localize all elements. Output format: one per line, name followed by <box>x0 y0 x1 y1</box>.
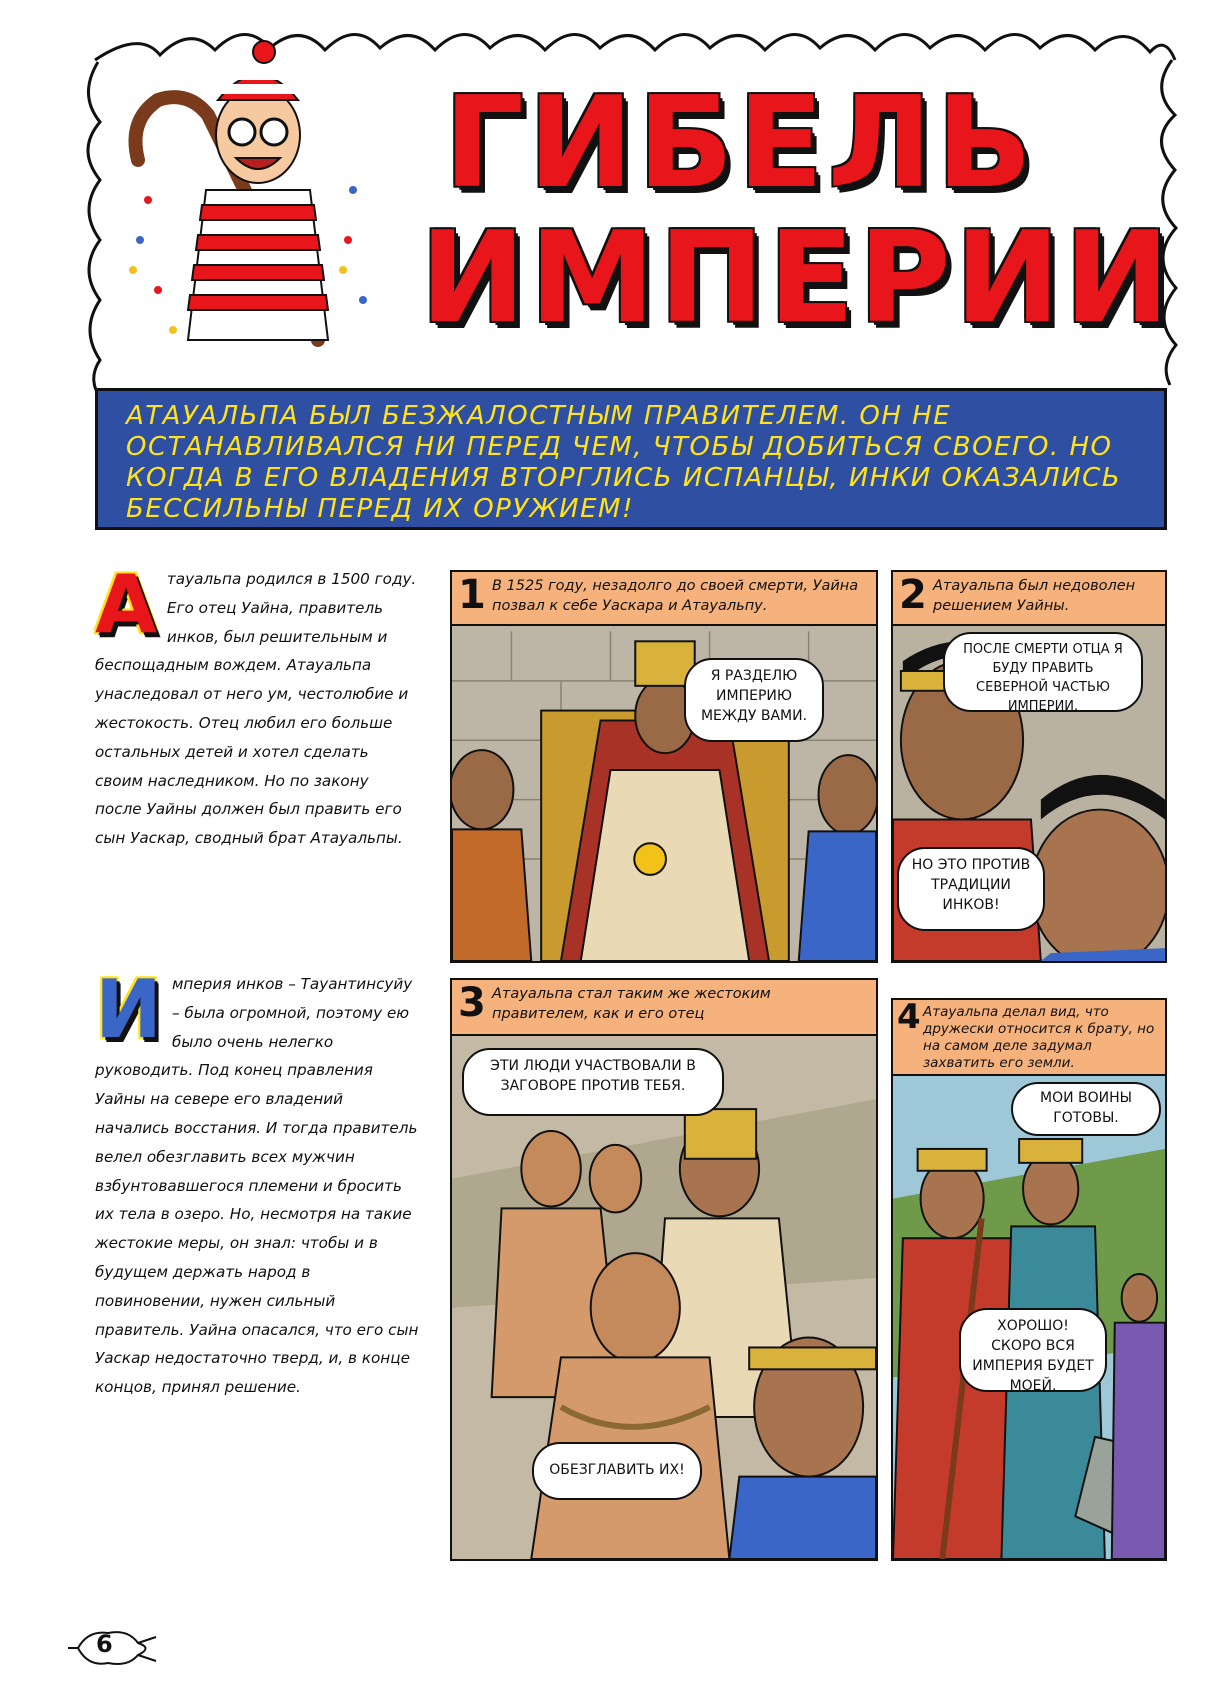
body-paragraph-2-text: мперия инков – Тауантинсуйу – была огромной, поэтому ею было очень нелегко руководить. Под конец правления Уайны на севере его владений начались восстания. И тогда правитель велел обезглавить всех мужчин взбунтовавшегося племени и бросить их тела в озеро. Но, несмотря на такие жестокие меры, он знал: чтобы и в будущем держать народ в повиновении, нужен сильный правитель. Уайна опасался, что его сын Уаскар недостаточно тверд, и, в конце концов, принял решение. <box>95 975 419 1397</box>
drop-cap-a: А <box>95 558 157 651</box>
panel-4-speech-bubble-2: ХОРОШО! СКОРО ВСЯ ИМПЕРИЯ БУДЕТ МОЕЙ. <box>959 1308 1107 1392</box>
panel-1-caption-text: В 1525 году, незадолго до своей смерти, Уайна позвал к себе Уаскара и Атауальпу. <box>492 578 859 614</box>
drop-cap-i: И <box>95 963 162 1056</box>
panel-1-artwork <box>452 572 876 961</box>
panel-1-caption <box>452 572 878 626</box>
comic-panel-1 <box>450 570 878 963</box>
page-title-line-1: ГИБЕЛЬ <box>443 69 1037 216</box>
panel-3-caption-text: Атауальпа стал таким же жестоким правителем, как и его отец <box>492 986 771 1022</box>
body-paragraph-1 <box>95 558 420 853</box>
panel-2-caption <box>893 572 1167 626</box>
body-paragraph-2 <box>95 963 420 1402</box>
page-title-line-2: ИМПЕРИИ <box>420 204 1174 351</box>
panel-4-caption <box>893 1000 1167 1076</box>
panel-2-caption-text: Атауальпа был недоволен решением Уайны. <box>933 578 1136 614</box>
panel-1-number: 1 <box>458 572 486 618</box>
panel-2-number: 2 <box>899 572 927 618</box>
body-paragraph-1-text: тауальпа родился в 1500 году. Его отец Уайна, правитель инков, был решительным и беспощадным вождем. Атауальпа унаследовал от него ум, честолюбие и жестокость. Отец любил его больше остальных детей и хотел сделать своим наследником. Но по закону после Уайны должен был править его сын Уаскар, сводный брат Атауальпы. <box>95 570 417 848</box>
page-number: 6 <box>96 1630 113 1658</box>
panel-4-speech-bubble-1: МОИ ВОИНЫ ГОТОВЫ. <box>1011 1082 1161 1136</box>
page-number-ornament <box>68 1625 158 1671</box>
panel-4-number: 4 <box>897 998 921 1037</box>
intro-text: АТАУАЛЬПА БЫЛ БЕЗЖАЛОСТНЫМ ПРАВИТЕЛЕМ. ОН НЕ ОСТАНАВЛИВАЛСЯ НИ ПЕРЕД ЧЕМ, ЧТОБЫ ДОБИТЬСЯ СВОЕГО. НО КОГДА В ЕГО ВЛАДЕНИЯ ВТОРГЛИСЬ ИСПАНЦЫ, ИНКИ ОКАЗАЛИСЬ БЕССИЛЬНЫ ПЕРЕД ИХ ОРУЖИЕМ! <box>126 401 1122 524</box>
waldo-mascot-illustration <box>118 40 378 360</box>
panel-1-speech-bubble: Я РАЗДЕЛЮ ИМПЕРИЮ МЕЖДУ ВАМИ. <box>684 658 824 742</box>
panel-4-caption-text: Атауальпа делал вид, что дружески относится к брату, но на самом деле задумал захватить его земли. <box>923 1004 1155 1071</box>
panel-3-speech-bubble-2: ОБЕЗГЛАВИТЬ ИХ! <box>532 1442 702 1500</box>
comic-panel-2 <box>891 570 1167 963</box>
comic-panel-4 <box>891 998 1167 1561</box>
panel-2-speech-bubble-2: НО ЭТО ПРОТИВ ТРАДИЦИИ ИНКОВ! <box>897 847 1045 931</box>
panel-2-speech-bubble-1: ПОСЛЕ СМЕРТИ ОТЦА Я БУДУ ПРАВИТЬ СЕВЕРНОЙ ЧАСТЬЮ ИМПЕРИИ. <box>943 632 1143 712</box>
intro-box <box>95 388 1167 530</box>
panel-3-speech-bubble-1: ЭТИ ЛЮДИ УЧАСТВОВАЛИ В ЗАГОВОРЕ ПРОТИВ ТЕБЯ. <box>462 1048 724 1116</box>
comic-panel-3 <box>450 978 878 1561</box>
panel-3-number: 3 <box>458 980 486 1026</box>
panel-3-caption <box>452 980 878 1036</box>
